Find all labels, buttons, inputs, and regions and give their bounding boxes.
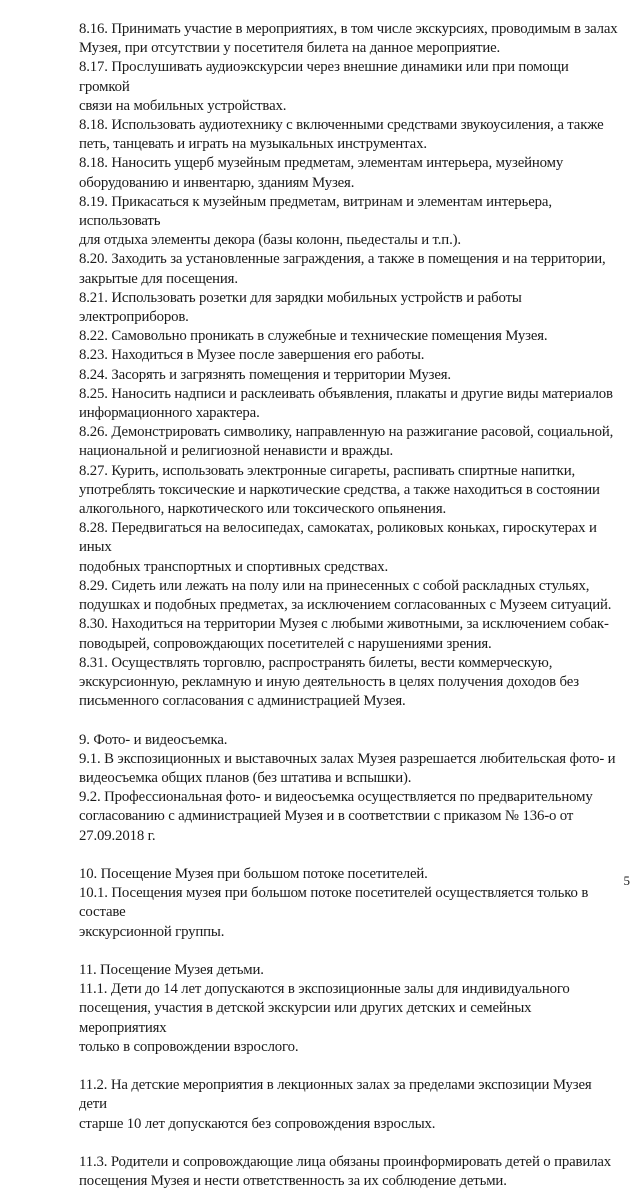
text-line: 8.16. Принимать участие в мероприятиях, в том числе экскурсиях, проводимым в залах [79,21,618,37]
text-line: алкогольного, наркотического или токсического опьянения. [79,501,447,518]
text-line: 8.22. Самовольно проникать в служебные и технические помещения Музея. [79,328,548,345]
text-line: 8.18. Использовать аудиотехнику с включенными средствами звукоусиления, а также [79,117,604,134]
paragraph-gap [79,1057,619,1076]
text-line: 27.09.2018 г. [79,827,156,844]
text-line: посещения, участия в детской экскурсии или других детских и семейных мероприятиях [79,1000,532,1036]
page-number: 5 [623,873,630,888]
text-line: информационного характера. [79,405,260,422]
text-line: письменного согласования с администрацией Музея. [79,693,406,710]
text-line: 8.21. Использовать розетки для зарядки мобильных устройств и работы электроприборов. [79,289,522,326]
text-line: 8.24. Засорять и загрязнять помещения и территории Музея. [79,366,451,383]
section-heading: 9. Фото- и видеосъемка. [79,731,228,748]
text-line: 8.17. Прослушивать аудиоэкскурсии через внешние динамики или при помощи громкой [79,59,569,95]
text-line: 11.2. На детские мероприятия в лекционных залах за пределами экспозиции Музея дети [79,1077,592,1113]
text-line: 8.26. Демонстрировать символику, направленную на разжигание расовой, социальной, [79,424,614,441]
text-line: 8.31. Осуществлять торговлю, распространять билеты, вести коммерческую, [79,654,553,671]
text-line: посещения Музея и нести ответственность за их соблюдение детьми. [79,1173,507,1190]
text-line: подушках и подобных предметах, за исключением согласованных с Музеем ситуаций. [79,597,612,614]
paragraph-gap [79,1134,619,1153]
text-line: 11.1. Дети до 14 лет допускаются в экспозиционные залы для индивидуального [79,981,570,998]
text-line: согласованию с администрацией Музея и в соответствии с приказом № 136-о от [79,808,574,825]
text-line: национальной и религиозной ненависти и вражды. [79,443,394,460]
text-line: 8.25. Наносить надписи и расклеивать объявления, плакаты и другие виды материалов [79,385,613,402]
text-line: для отдыха элементы декора (базы колонн, пьедесталы и т.п.). [79,232,461,249]
text-line: только в сопровождении взрослого. [79,1038,299,1055]
text-line: поводырей, сопровождающих посетителей с нарушениями зрения. [79,635,492,652]
text-line: 9.2. Профессиональная фото- и видеосъемка осуществляется по предварительному [79,789,593,806]
paragraph-gap [79,711,619,730]
text-line: закрытые для посещения. [79,270,238,287]
text-line: 11.3. Родители и сопровождающие лица обязаны проинформировать детей о правилах [79,1153,612,1170]
text-line: 8.23. Находиться в Музее после завершения его работы. [79,347,425,364]
section-heading: 11. Посещение Музея детьми. [79,961,264,978]
text-line: подобных транспортных и спортивных средствах. [79,558,388,575]
text-line: 8.28. Передвигаться на велосипедах, самокатах, роликовых коньках, гироскутерах и иных [79,520,597,556]
text-line: экскурсионной группы. [79,923,225,940]
text-line: петь, танцевать и играть на музыкальных инструментах. [79,136,427,153]
text-line: 8.19. Прикасаться к музейным предметам, витринам и элементам интерьера, использовать [79,193,552,230]
text-line: употреблять токсические и наркотические средства, а также находиться в состоянии [79,481,600,498]
text-line: 8.20. Заходить за установленные заграждения, а также в помещения и на территории, [79,251,606,268]
text-line: 9.1. В экспозиционных и выставочных залах Музея разрешается любительская фото- и [79,750,616,767]
paragraph-gap [79,846,619,865]
text-line: 8.18. Наносить ущерб музейным предметам, элементам интерьера, музейному [79,155,564,172]
text-line: 8.30. Находиться на территории Музея с любыми животными, за исключением собак- [79,616,609,633]
text-line: Музея, при отсутствии у посетителя билета на данное мероприятие. [79,40,501,57]
text-line: оборудованию и инвентарю, зданиям Музея. [79,174,355,191]
text-line: 10.1. Посещения музея при большом потоке посетителей осуществляется только в составе [79,885,589,921]
text-line: экскурсионную, рекламную и иную деятельность в целях получения доходов без [79,673,579,690]
text-line: старше 10 лет допускаются без сопровождения взрослых. [79,1115,436,1132]
text-line: видеосъемка общих планов (без штатива и вспышки). [79,769,412,786]
text-line: связи на мобильных устройствах. [79,97,287,114]
text-line: 8.27. Курить, использовать электронные сигареты, распивать спиртные напитки, [79,462,576,479]
section-heading: 10. Посещение Музея при большом потоке посетителей. [79,865,428,882]
document-page [79,20,619,1191]
paragraph-gap [79,942,619,961]
text-line: 8.29. Сидеть или лежать на полу или на принесенных с собой раскладных стульях, [79,577,590,594]
